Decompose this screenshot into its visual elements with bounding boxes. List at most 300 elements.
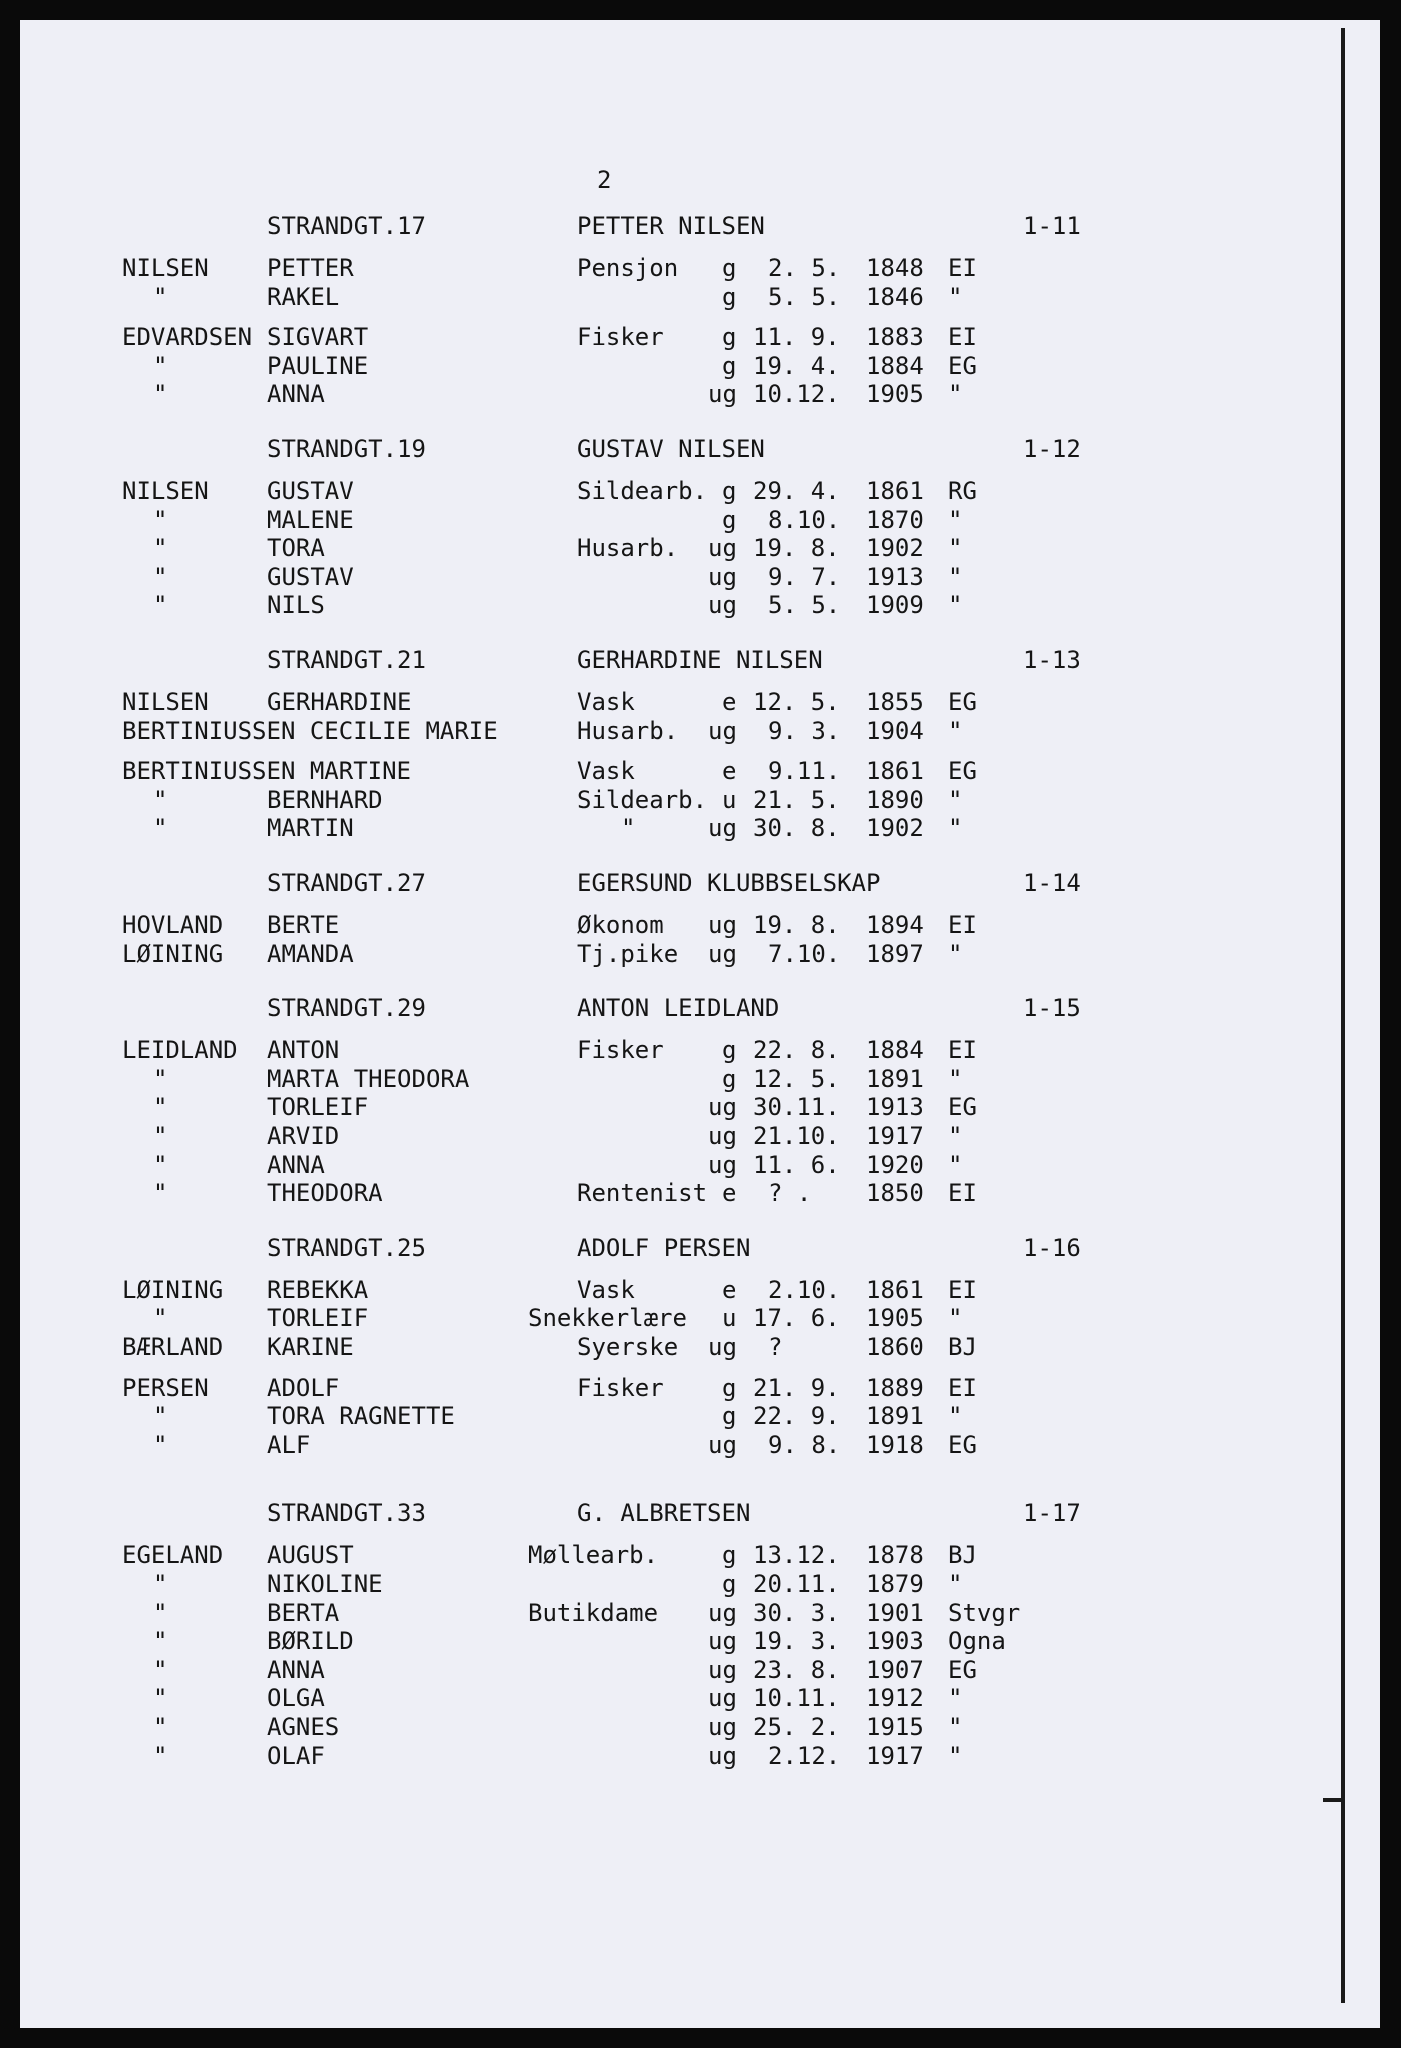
occupation: Sildearb. (577, 477, 708, 505)
household-head: ANTON LEIDLAND (577, 994, 780, 1023)
given-name: ADOLF (267, 1373, 340, 1402)
birth-date: 19. 3. (753, 1627, 840, 1656)
occupation: Vask (577, 757, 635, 786)
person-row (20, 1599, 1320, 1627)
surname: BERTINIUSSEN (122, 757, 296, 786)
surname: " (153, 380, 168, 409)
marital-status: ug (708, 1598, 737, 1627)
birth-place: EI (948, 1179, 977, 1208)
birth-year: 1901 (866, 1598, 924, 1627)
person-row (20, 688, 1320, 716)
household-header (20, 435, 1320, 463)
given-name: SIGVART (267, 323, 369, 352)
marital-status: ug (708, 562, 737, 591)
surname: LØINING (122, 1275, 224, 1304)
surname: LØINING (122, 939, 224, 968)
surname: HOVLAND (122, 911, 224, 939)
household-head: EGERSUND KLUBBSELSKAP (577, 869, 881, 897)
marital-status: ug (708, 716, 737, 745)
given-name: ARVID (267, 1122, 340, 1150)
birth-year: 1890 (866, 785, 924, 814)
binding-edge-line (1341, 28, 1345, 2003)
given-name: RAKEL (267, 282, 340, 311)
birth-place: RG (948, 477, 977, 505)
birth-year: 1850 (866, 1179, 924, 1208)
person-row (20, 1093, 1320, 1121)
birth-year: 1905 (866, 380, 924, 409)
birth-date: 11. 9. (753, 323, 840, 352)
household-header (20, 646, 1320, 674)
birth-date: 9. 8. (768, 1430, 841, 1459)
surname: " (153, 1064, 168, 1093)
given-name: BØRILD (267, 1627, 354, 1656)
surname: LEIDLAND (122, 1036, 238, 1065)
birth-place: " (948, 1684, 963, 1713)
given-name: ANNA (267, 1655, 325, 1684)
birth-year: 1909 (866, 591, 924, 620)
marital-status: e (722, 1275, 737, 1304)
given-name: GUSTAV (267, 477, 354, 505)
person-row (20, 283, 1320, 311)
given-name: AUGUST (267, 1541, 354, 1570)
birth-date: 9. 3. (768, 716, 841, 745)
birth-date: 20.11. (753, 1570, 840, 1598)
person-row (20, 1431, 1320, 1459)
address: STRANDGT.19 (267, 435, 426, 463)
given-name: BERTE (267, 911, 340, 939)
occupation: " (621, 814, 636, 843)
record-code: 1-14 (1023, 869, 1081, 897)
birth-place: " (948, 1304, 963, 1333)
census-listing (20, 20, 1320, 2010)
given-name: TORA (267, 534, 325, 563)
birth-date: 22. 9. (753, 1402, 840, 1431)
address: STRANDGT.33 (267, 1499, 426, 1528)
record-code: 1-16 (1023, 1233, 1081, 1262)
household-header (20, 994, 1320, 1022)
birth-year: 1884 (866, 351, 924, 380)
birth-year: 1913 (866, 562, 924, 591)
birth-place: EI (948, 1036, 977, 1065)
marital-status: ug (708, 1122, 737, 1150)
marital-status: ug (708, 1741, 737, 1770)
birth-place: BJ (948, 1541, 977, 1570)
occupation: Vask (577, 688, 635, 716)
marital-status: ug (708, 939, 737, 968)
surname: " (153, 1741, 168, 1770)
birth-place: " (948, 562, 963, 591)
surname: " (153, 534, 168, 563)
person-row (20, 1656, 1320, 1684)
surname: " (153, 1598, 168, 1627)
marital-status: g (722, 1570, 737, 1598)
birth-year: 1883 (866, 323, 924, 352)
birth-date: 19. 8. (753, 534, 840, 563)
marital-status: ug (708, 1684, 737, 1713)
person-row (20, 1627, 1320, 1655)
surname: " (153, 1655, 168, 1684)
birth-place: " (948, 939, 963, 968)
birth-date: 11. 6. (753, 1150, 840, 1179)
birth-year: 1846 (866, 282, 924, 311)
given-name: MARTINE (309, 757, 411, 786)
person-row (20, 1304, 1320, 1332)
marital-status: ug (708, 534, 737, 563)
occupation: Rentenist (577, 1179, 708, 1208)
birth-place: " (948, 380, 963, 409)
surname: " (153, 785, 168, 814)
occupation: Husarb. (577, 716, 679, 745)
birth-date: 2. 5. (768, 254, 841, 282)
person-row (20, 1179, 1320, 1207)
marital-status: ug (708, 814, 737, 843)
birth-year: 1917 (866, 1741, 924, 1770)
surname: BERTINIUSSEN (122, 716, 296, 745)
surname: " (153, 1570, 168, 1598)
birth-place: " (948, 716, 963, 745)
surname: EGELAND (122, 1541, 224, 1570)
marital-status: g (722, 282, 737, 311)
birth-date: 5. 5. (768, 591, 841, 620)
person-row (20, 1151, 1320, 1179)
occupation: Sildearb. (577, 785, 708, 814)
birth-year: 1917 (866, 1122, 924, 1150)
surname: " (153, 1093, 168, 1122)
birth-place: EG (948, 757, 977, 786)
surname: " (153, 351, 168, 380)
marital-status: g (722, 1402, 737, 1431)
birth-place: " (948, 1064, 963, 1093)
person-row (20, 352, 1320, 380)
birth-year: 1861 (866, 757, 924, 786)
birth-place: EI (948, 1275, 977, 1304)
marital-status: g (722, 254, 737, 282)
given-name: TORLEIF (267, 1304, 369, 1333)
birth-place: " (948, 1570, 963, 1598)
marital-status: ug (708, 1150, 737, 1179)
person-row (20, 1065, 1320, 1093)
person-row (20, 786, 1320, 814)
given-name: MARTIN (267, 814, 354, 843)
birth-year: 1878 (866, 1541, 924, 1570)
document-page (20, 20, 1380, 2028)
birth-date: 21.10. (753, 1122, 840, 1150)
household-head: G. ALBRETSEN (577, 1499, 751, 1528)
address: STRANDGT.29 (267, 994, 426, 1023)
surname: " (153, 505, 168, 534)
surname: " (153, 1684, 168, 1713)
birth-date: ? (768, 1333, 783, 1361)
surname: " (153, 282, 168, 311)
birth-place: " (948, 785, 963, 814)
household-head: GERHARDINE NILSEN (577, 646, 823, 674)
birth-date: 12. 5. (753, 688, 840, 716)
person-row (20, 506, 1320, 534)
birth-place: EG (948, 688, 977, 716)
birth-date: 19. 4. (753, 351, 840, 380)
occupation: Fisker (577, 323, 664, 352)
birth-date: 9. 7. (768, 562, 841, 591)
page-number: 2 (597, 166, 612, 194)
given-name: PAULINE (267, 351, 369, 380)
person-row (20, 911, 1320, 939)
person-row (20, 814, 1320, 842)
surname: NILSEN (122, 477, 209, 505)
surname: " (153, 591, 168, 620)
birth-place: " (948, 282, 963, 311)
given-name: NIKOLINE (267, 1570, 383, 1598)
given-name: MARTA THEODORA (267, 1064, 470, 1093)
given-name: OLGA (267, 1684, 325, 1713)
birth-place: " (948, 1741, 963, 1770)
person-row (20, 591, 1320, 619)
birth-date: 30. 3. (753, 1598, 840, 1627)
person-row (20, 1684, 1320, 1712)
birth-year: 1861 (866, 1275, 924, 1304)
person-row (20, 757, 1320, 785)
person-row (20, 1402, 1320, 1430)
marital-status: g (722, 1373, 737, 1402)
surname: " (153, 1430, 168, 1459)
occupation: Pensjon (577, 254, 679, 282)
marital-status: ug (708, 1627, 737, 1656)
address: STRANDGT.25 (267, 1233, 426, 1262)
birth-year: 1894 (866, 911, 924, 939)
surname: " (153, 1150, 168, 1179)
household-header (20, 1234, 1320, 1262)
given-name: TORA RAGNETTE (267, 1402, 455, 1431)
birth-place: EG (948, 1093, 977, 1122)
marital-status: ug (708, 1430, 737, 1459)
given-name: ALF (267, 1430, 311, 1459)
birth-year: 1891 (866, 1064, 924, 1093)
birth-date: 23. 8. (753, 1655, 840, 1684)
birth-place: " (948, 1713, 963, 1741)
birth-place: Ogna (948, 1627, 1006, 1656)
occupation: Butikdame (528, 1598, 659, 1627)
birth-date: 25. 2. (753, 1713, 840, 1741)
birth-place: " (948, 814, 963, 843)
birth-place: Stvgr (948, 1598, 1021, 1627)
person-row (20, 477, 1320, 505)
person-row (20, 380, 1320, 408)
birth-date: 19. 8. (753, 911, 840, 939)
birth-date: 10.12. (753, 380, 840, 409)
marital-status: ug (708, 380, 737, 409)
birth-year: 1903 (866, 1627, 924, 1656)
person-row (20, 1122, 1320, 1150)
surname: " (153, 1402, 168, 1431)
birth-year: 1905 (866, 1304, 924, 1333)
birth-year: 1855 (866, 688, 924, 716)
birth-place: EI (948, 1373, 977, 1402)
person-row (20, 1036, 1320, 1064)
person-row (20, 1713, 1320, 1741)
birth-year: 1912 (866, 1684, 924, 1713)
marital-status: e (722, 688, 737, 716)
birth-date: ? . (768, 1179, 812, 1208)
person-row (20, 254, 1320, 282)
given-name: GERHARDINE (267, 688, 412, 716)
surname: " (153, 1713, 168, 1741)
marital-status: g (722, 505, 737, 534)
person-row (20, 1541, 1320, 1569)
birth-place: EI (948, 323, 977, 352)
birth-place: " (948, 534, 963, 563)
marital-status: g (722, 477, 737, 505)
person-row (20, 1742, 1320, 1770)
person-row (20, 717, 1320, 745)
household-header (20, 1499, 1320, 1527)
marital-status: u (722, 785, 737, 814)
person-row (20, 1276, 1320, 1304)
birth-year: 1884 (866, 1036, 924, 1065)
birth-year: 1870 (866, 505, 924, 534)
birth-place: EG (948, 1655, 977, 1684)
given-name: ANNA (267, 380, 325, 409)
birth-place: EI (948, 254, 977, 282)
birth-date: 21. 9. (753, 1373, 840, 1402)
given-name: ANTON (267, 1036, 340, 1065)
birth-place: " (948, 591, 963, 620)
address: STRANDGT.17 (267, 212, 426, 240)
birth-date: 30. 8. (753, 814, 840, 843)
birth-year: 1861 (866, 477, 924, 505)
record-code: 1-17 (1023, 1499, 1081, 1528)
given-name: AMANDA (267, 939, 354, 968)
birth-date: 29. 4. (753, 477, 840, 505)
birth-date: 13.12. (753, 1541, 840, 1570)
occupation: Møllearb. (528, 1541, 659, 1570)
birth-date: 12. 5. (753, 1064, 840, 1093)
marital-status: g (722, 323, 737, 352)
given-name: ANNA (267, 1150, 325, 1179)
marital-status: ug (708, 1333, 737, 1361)
person-row (20, 534, 1320, 562)
occupation: Husarb. (577, 534, 679, 563)
marital-status: e (722, 1179, 737, 1208)
record-code: 1-11 (1023, 212, 1081, 240)
record-code: 1-13 (1023, 646, 1081, 674)
birth-date: 17. 6. (753, 1304, 840, 1333)
birth-date: 5. 5. (768, 282, 841, 311)
marital-status: ug (708, 1093, 737, 1122)
birth-year: 1897 (866, 939, 924, 968)
person-row (20, 1570, 1320, 1598)
marital-status: ug (708, 591, 737, 620)
person-row (20, 1333, 1320, 1361)
household-head: GUSTAV NILSEN (577, 435, 765, 463)
given-name: BERTA (267, 1598, 340, 1627)
birth-year: 1902 (866, 814, 924, 843)
birth-date: 9.11. (768, 757, 841, 786)
birth-year: 1848 (866, 254, 924, 282)
address: STRANDGT.27 (267, 869, 426, 897)
given-name: PETTER (267, 254, 354, 282)
birth-place: BJ (948, 1333, 977, 1361)
given-name: THEODORA (267, 1179, 383, 1208)
birth-date: 2.10. (768, 1275, 841, 1304)
surname: BÆRLAND (122, 1333, 224, 1361)
occupation: Vask (577, 1275, 635, 1304)
occupation: Tj.pike (577, 939, 679, 968)
given-name: MALENE (267, 505, 354, 534)
birth-place: " (948, 1122, 963, 1150)
address: STRANDGT.21 (267, 646, 426, 674)
birth-date: 21. 5. (753, 785, 840, 814)
birth-date: 2.12. (768, 1741, 841, 1770)
occupation: Fisker (577, 1036, 664, 1065)
edge-tick-mark (1323, 1798, 1341, 1802)
marital-status: ug (708, 911, 737, 939)
birth-place: EG (948, 351, 977, 380)
birth-date: 8.10. (768, 505, 841, 534)
given-name: TORLEIF (267, 1093, 369, 1122)
given-name: BERNHARD (267, 785, 383, 814)
marital-status: ug (708, 1655, 737, 1684)
record-code: 1-15 (1023, 994, 1081, 1023)
given-name: GUSTAV (267, 562, 354, 591)
marital-status: g (722, 351, 737, 380)
occupation: Økonom (577, 911, 664, 939)
surname: EDVARDSEN (122, 323, 253, 352)
person-row (20, 323, 1320, 351)
given-name: AGNES (267, 1713, 340, 1741)
surname: PERSEN (122, 1373, 209, 1402)
given-name: NILS (267, 591, 325, 620)
birth-date: 7.10. (768, 939, 841, 968)
birth-place: " (948, 505, 963, 534)
surname: " (153, 1627, 168, 1656)
household-header (20, 212, 1320, 240)
person-row (20, 1374, 1320, 1402)
occupation: Snekkerlære (528, 1304, 687, 1333)
birth-year: 1918 (866, 1430, 924, 1459)
person-row (20, 940, 1320, 968)
person-row (20, 563, 1320, 591)
given-name: CECILIE MARIE (309, 716, 498, 745)
birth-place: " (948, 1402, 963, 1431)
record-code: 1-12 (1023, 435, 1081, 463)
birth-place: EI (948, 911, 977, 939)
birth-place: " (948, 1150, 963, 1179)
birth-date: 10.11. (753, 1684, 840, 1713)
household-header (20, 869, 1320, 897)
marital-status: ug (708, 1713, 737, 1741)
marital-status: g (722, 1541, 737, 1570)
household-head: ADOLF PERSEN (577, 1233, 751, 1262)
birth-year: 1920 (866, 1150, 924, 1179)
marital-status: g (722, 1064, 737, 1093)
birth-date: 30.11. (753, 1093, 840, 1122)
surname: " (153, 1304, 168, 1333)
given-name: OLAF (267, 1741, 325, 1770)
household-head: PETTER NILSEN (577, 212, 765, 240)
birth-year: 1889 (866, 1373, 924, 1402)
birth-place: EG (948, 1430, 977, 1459)
given-name: KARINE (267, 1333, 354, 1361)
birth-year: 1915 (866, 1713, 924, 1741)
birth-year: 1891 (866, 1402, 924, 1431)
birth-year: 1907 (866, 1655, 924, 1684)
surname: " (153, 562, 168, 591)
surname: NILSEN (122, 688, 209, 716)
surname: " (153, 814, 168, 843)
surname: " (153, 1122, 168, 1150)
given-name: REBEKKA (267, 1275, 369, 1304)
occupation: Fisker (577, 1373, 664, 1402)
birth-year: 1902 (866, 534, 924, 563)
